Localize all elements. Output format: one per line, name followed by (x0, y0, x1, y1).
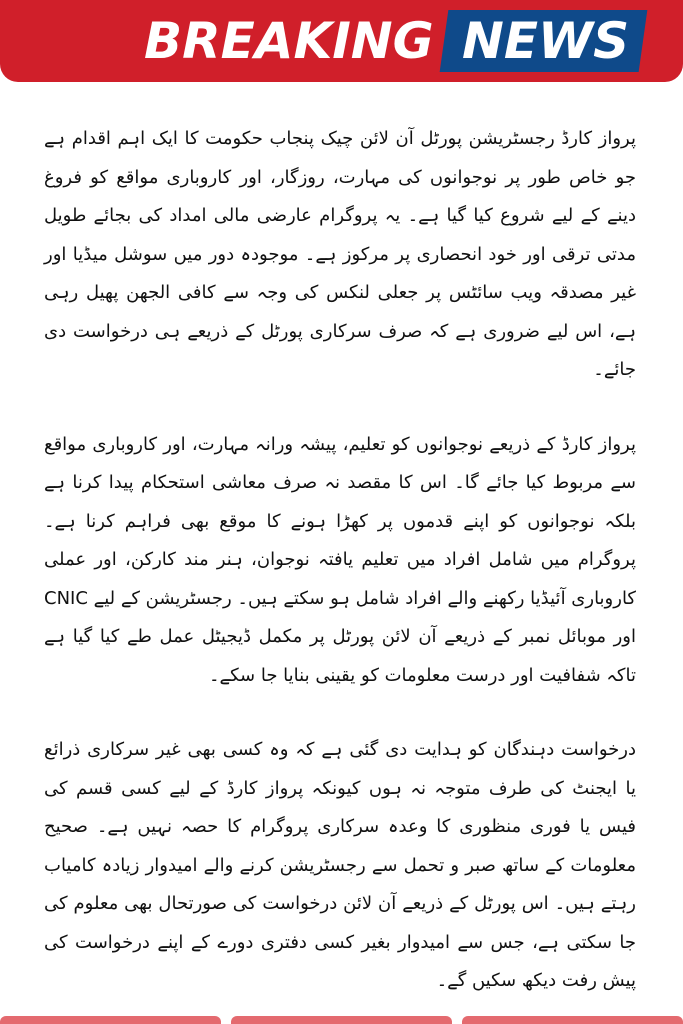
bottom-decoration-bar (0, 1016, 683, 1024)
article-body (44, 120, 636, 1001)
article-paragraph-3: درخواست دہندگان کو ہدایت دی گئی ہے کہ وہ کسی بھی غیر سرکاری ذرائع یا ایجنٹ کی طرف متوجہ نہ ہوں کیونکہ پرواز کارڈ کے لیے کسی قسم کی فیس یا فوری منظوری کا وعدہ سرکاری پروگرام کا حصہ نہیں ہے۔ صحیح معلومات کے ساتھ صبر و تحمل سے رجسٹریشن کرنے والے امیدوار زیادہ کامیاب رہتے ہیں۔ اس پورٹل کے ذریعے آن لائن درخواست کی صورتحال بھی معلوم کی جا سکتی ہے، جس سے امیدوار بغیر کسی دفتری دورے کے اپنے درخواست کی پیش رفت دیکھ سکیں گے۔ (44, 739, 636, 991)
banner-word-breaking: BREAKING (144, 12, 434, 70)
banner-word-news: NEWS (461, 12, 629, 70)
banner-logo (136, 8, 643, 74)
bottom-segment (0, 1016, 221, 1024)
banner-word-news-box (439, 10, 647, 72)
bottom-segment (231, 1016, 452, 1024)
article-paragraph-1: پرواز کارڈ رجسٹریشن پورٹل آن لائن چیک پنجاب حکومت کا ایک اہم اقدام ہے جو خاص طور پر نوجوانوں کی مہارت، روزگار، اور کاروباری مواقع کو فروغ دینے کے لیے شروع کیا گیا ہے۔ یہ پروگرام عارضی مالی امداد کی بجائے طویل مدتی ترقی اور خود انحصاری پر مرکوز ہے۔ موجودہ دور میں سوشل میڈیا اور غیر مصدقہ ویب سائٹس پر جعلی لنکس کی وجہ سے کافی الجھن پھیل رہی ہے، اس لیے ضروری ہے کہ صرف سرکاری پورٹل کے ذریعے ہی درخواست دی جائے۔ (44, 128, 636, 380)
breaking-news-banner (0, 0, 683, 82)
bottom-segment (462, 1016, 683, 1024)
article-paragraph-2: پرواز کارڈ کے ذریعے نوجوانوں کو تعلیم، پیشہ ورانہ مہارت، اور کاروباری مواقع سے مربوط کیا جائے گا۔ اس کا مقصد نہ صرف معاشی استحکام پیدا کرنا ہے بلکہ نوجوانوں کو اپنے قدموں پر کھڑا ہونے کا موقع بھی فراہم کرنا ہے۔ پروگرام میں شامل افراد میں تعلیم یافتہ نوجوان، ہنر مند کارکن، اور عملی کاروباری آئیڈیا رکھنے والے افراد شامل ہو سکتے ہیں۔ رجسٹریشن کے لیے CNIC اور موبائل نمبر کے ذریعے آن لائن پورٹل پر مکمل ڈیجیٹل عمل طے کیا گیا ہے تاکہ شفافیت اور درست معلومات کو یقینی بنایا جا سکے۔ (44, 433, 636, 686)
